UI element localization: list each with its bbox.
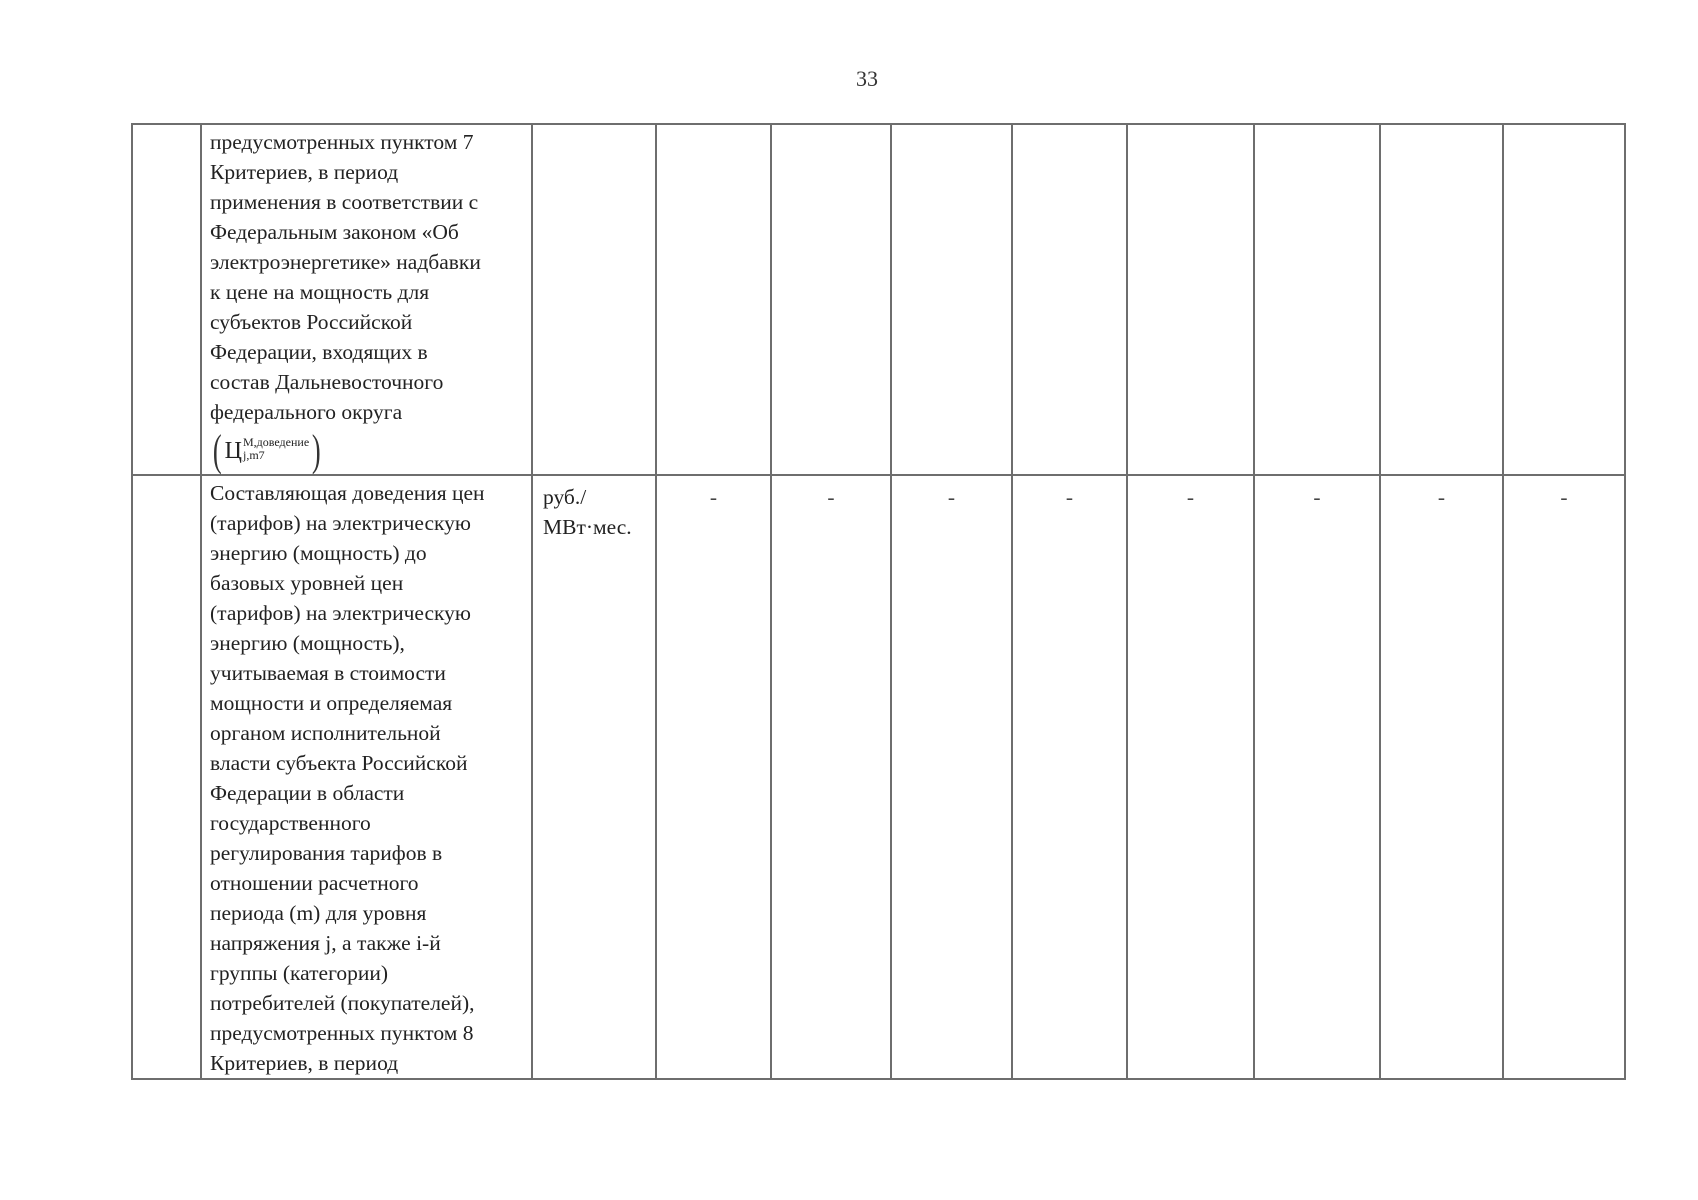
description-cell [201,124,532,475]
value-cell: - [1503,475,1625,1079]
description-line: государственного [210,811,371,835]
description-line: потребителей (покупателей), [210,991,475,1015]
description-line: Федеральным законом «Об [210,220,459,244]
description-line: предусмотренных пунктом 7 [210,130,474,154]
row-number-cell [132,124,201,475]
value-cell [656,124,771,475]
value-cell: - [1380,475,1503,1079]
description-line: учитываемая в стоимости [210,661,446,685]
table-row [132,124,1625,475]
value-cell [1503,124,1625,475]
table-row [132,475,1625,1079]
formula-symbol-letter: Ц [224,438,242,464]
description-line: субъектов Российской [210,310,413,334]
unit-line: МВт·мес. [543,515,632,539]
formula-symbol [225,436,309,466]
description-line: применения в соответствии с [210,190,479,214]
description-line: энергию (мощность) до [210,541,427,565]
description-line: Критериев, в период [210,1051,399,1075]
value-cell [1380,124,1503,475]
right-paren: ) [312,426,321,475]
description-line: (тарифов) на электрическую [210,601,471,625]
value-cell: - [1254,475,1380,1079]
description-line: к цене на мощность для [210,280,430,304]
formula-superscript: М,доведение [243,435,310,449]
description-line: Федерации в области [210,781,405,805]
value-cell [771,124,891,475]
description-line: базовых уровней цен [210,571,404,595]
description-line: Критериев, в период [210,160,399,184]
value-cell [1012,124,1127,475]
description-line: периода (m) для уровня [210,901,427,925]
formula-subscript: j,m7 [243,448,265,462]
description-line: напряжения j, а также i-й [210,931,441,955]
description-line: группы (категории) [210,961,389,985]
description-cell [201,475,532,1079]
description-line: энергию (мощность), [210,631,405,655]
description-line: федерального округа [210,400,403,424]
page-number: 33 [856,66,878,91]
description-line: предусмотренных пунктом 8 [210,1021,474,1045]
value-cell: - [1127,475,1254,1079]
description-line: (тарифов) на электрическую [210,511,471,535]
description-line: отношении расчетного [210,871,419,895]
value-cell: - [891,475,1012,1079]
value-cell [891,124,1012,475]
description-line: Составляющая доведения цен [210,481,485,505]
description-line: власти субъекта Российской [210,751,468,775]
value-cell [1254,124,1380,475]
description-line: органом исполнительной [210,721,441,745]
value-cell: - [771,475,891,1079]
value-cell: - [1012,475,1127,1079]
value-cell: - [656,475,771,1079]
description-line: электроэнергетике» надбавки [210,250,481,274]
unit-line: руб./ [543,485,587,509]
formula-indices [243,436,309,462]
price-formula [210,426,324,475]
left-paren: ( [212,426,222,475]
description-line: состав Дальневосточного [210,370,444,394]
row-number-cell [132,475,201,1079]
value-cell [1127,124,1254,475]
description-line: Федерации, входящих в [210,340,428,364]
document-table [131,123,1626,1080]
unit-cell [532,124,656,475]
unit-cell [532,475,656,1079]
description-line: регулирования тарифов в [210,841,443,865]
description-line: мощности и определяемая [210,691,453,715]
